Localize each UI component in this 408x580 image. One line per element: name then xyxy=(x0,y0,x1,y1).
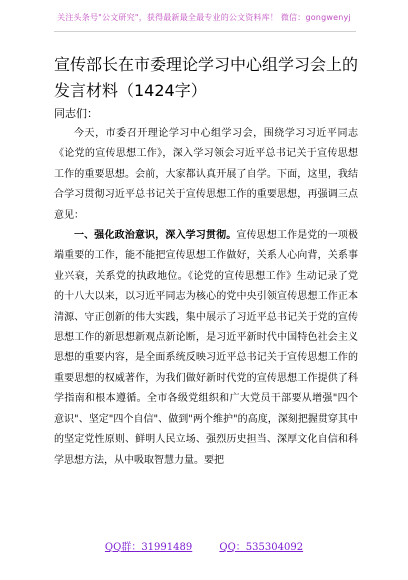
paragraph-section-1 xyxy=(54,226,358,471)
header-divider xyxy=(54,31,356,32)
paragraph-intro: 今天，市委召开理论学习中心组学习会，围绕学习习近平同志《论党的宣传思想工作》，深入学习领会习近平总书记关于宣传思想工作的重要思想。会前，大家都认真开展了自学。下面，这里，我结合学习贯彻习近平总书记关于宣传思想工作的重要思想，再强调三点意见： xyxy=(54,128,358,221)
document-title: 宣传部长在市委理论学习中心组学习会上的发言材料（1424字） xyxy=(54,55,359,100)
qq-group-link[interactable]: QQ群：31991489 xyxy=(104,542,193,553)
document-body xyxy=(54,124,358,471)
qq-contact-link[interactable]: QQ：535304092 xyxy=(219,542,304,553)
salutation: 同志们： xyxy=(54,107,98,120)
page-footer xyxy=(0,538,408,553)
section-heading: 一、强化政治意识，深入学习贯彻。 xyxy=(74,230,237,242)
header-note: 关注头条号"公文研究"，获得最新最全最专业的公文资料库！ 微信：gongwenyj xyxy=(57,13,351,22)
section-1-text: 宣传思想工作是党的一项极端重要的工作，能不能把宣传思想工作做好，关系人心向背，关系事业兴衰，关系党的执政地位。《论党的宣传思想工作》生动记录了党的十八大以来，以习近平同志为核心的党中央引领宣传思想工作正本清源、守正创新的伟大实践，集中展示了习近平总书记关于党的宣传思想工作的新思想新观点新论断，是习近平新时代中国特色社会主义思想的重要内容，是全面系统反映习近平总书记关于宣传思想工作的重要思想的权威著作，为我们做好新时代党的宣传思想工作提供了科学指南和根本遵循。全市各级党组织和广大党员干部要从增强"四个意识"、坚定"四个自信"、做到"两个维护"的高度，深刻把握贯穿其中的坚定党性原则、鲜明人民立场、强烈历史担当、深厚文化自信和科学思想方法，从中吸取智慧力量。要把 xyxy=(54,230,359,466)
